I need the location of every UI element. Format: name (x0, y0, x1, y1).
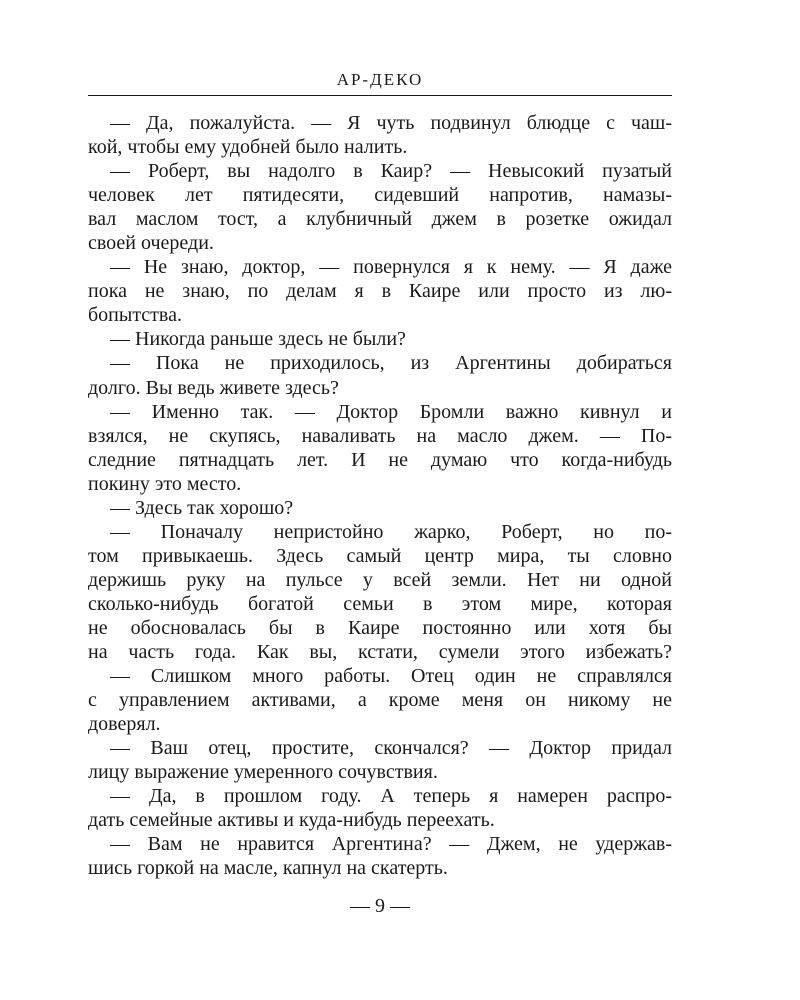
text-line: — Именно так. — Доктор Бромли важно кивнул и (110, 400, 672, 423)
text-line: своей очереди. (88, 232, 214, 255)
text-line: — Пока не приходилось, из Аргентины добираться (110, 352, 672, 375)
text-line: бопытства. (88, 304, 182, 327)
text-line: покину это место. (88, 472, 242, 495)
text-line: — Роберт, вы надолго в Каир? — Невысокий пузатый (110, 160, 672, 183)
text-line: — Никогда раньше здесь не были? (110, 328, 406, 351)
header-rule (88, 95, 672, 96)
page-number: — 9 — (350, 895, 410, 917)
text-line: не обосновалась бы в Каире постоянно или хотя бы (88, 616, 672, 639)
text-line: — Здесь так хорошо? (110, 496, 294, 519)
text-line: держишь руку на пульсе у всей земли. Нет ни одной (88, 568, 672, 591)
text-line: — Ваш отец, простите, скончался? — Доктор придал (110, 737, 672, 760)
text-line: следние пятнадцать лет. И не думаю что когда-нибудь (88, 448, 672, 471)
text-line: долго. Вы ведь живете здесь? (88, 376, 339, 399)
text-line: дать семейные активы и куда-нибудь переехать. (88, 809, 495, 832)
text-line: лицу выражение умеренного сочувствия. (88, 761, 438, 784)
text-line: шись горкой на масле, капнул на скатерть. (88, 857, 448, 880)
text-line: пока не знаю, по делам я в Каире или просто из лю- (88, 280, 672, 303)
text-line: — Не знаю, доктор, — повернулся я к нему. — Я даже (110, 256, 672, 279)
text-line: — Поначалу непристойно жарко, Роберт, но по- (110, 520, 672, 543)
text-line: доверял. (88, 713, 161, 736)
text-line: — Да, пожалуйста. — Я чуть подвинул блюдце с чаш- (110, 112, 672, 134)
text-line: на часть года. Как вы, кстати, сумели этого избежать? (88, 641, 672, 664)
text-line: — Слишком много работы. Отец один не справлялся (110, 665, 672, 688)
body-text (88, 111, 672, 881)
running-head: АР-ДЕКО (336, 70, 424, 89)
text-line: человек лет пятидесяти, сидевший напротив, намазы- (88, 184, 672, 207)
text-line: взялся, не скупясь, наваливать на масло джем. — По- (88, 424, 672, 447)
text-line: сколько-нибудь богатой семьи в этом мире, которая (88, 592, 672, 615)
text-line: — Вам не нравится Аргентина? — Джем, не удержав- (110, 833, 672, 856)
text-line: — Да, в прошлом году. А теперь я намерен распро- (110, 785, 672, 808)
text-line: с управлением активами, а кроме меня он никому не (88, 689, 672, 712)
text-line: том привыкаешь. Здесь самый центр мира, ты словно (88, 544, 672, 567)
text-line: вал маслом тост, а клубничный джем в розетке ожидал (88, 208, 672, 231)
text-line: кой, чтобы ему удобней было налить. (88, 136, 408, 159)
